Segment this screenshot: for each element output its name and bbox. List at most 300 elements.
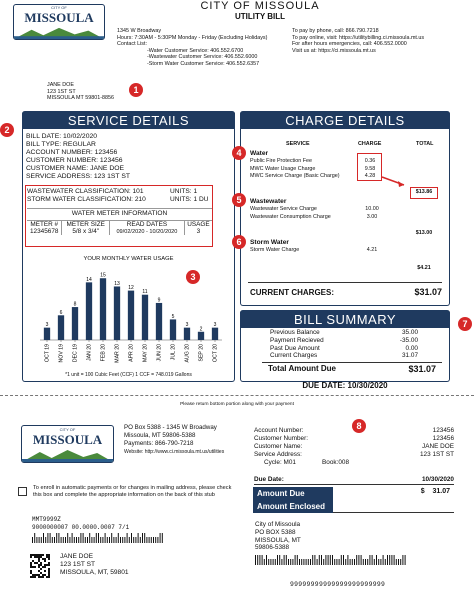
- scan-line-2: 9000000007 00.0000.0007 7/1: [32, 524, 130, 531]
- barcode-bar: [363, 559, 364, 565]
- barcode-bar: [354, 559, 355, 565]
- barcode-bar: [350, 559, 351, 565]
- summary-total-row: [262, 362, 442, 374]
- qr-module: [40, 568, 42, 570]
- barcode-bar: [347, 555, 348, 565]
- stub-due-value: 10/30/2020: [422, 476, 454, 483]
- bar-value-label: 5: [171, 313, 175, 320]
- qr-module: [30, 570, 32, 572]
- wastewater-label: Wastewater: [250, 198, 287, 205]
- barcode-bar: [39, 537, 40, 543]
- total-due-value: $31.07: [408, 364, 436, 374]
- qr-module: [34, 556, 36, 558]
- usage-bar: [44, 328, 50, 340]
- wastewater-item: [250, 214, 440, 222]
- barcode-bar: [270, 559, 271, 565]
- barcode-bar: [374, 559, 375, 565]
- qr-module: [48, 568, 50, 570]
- qr-module: [34, 554, 36, 556]
- wastewater-item-charge: 3.00: [366, 213, 378, 220]
- wastewater-item-name: Wastewater Consumption Charge: [250, 213, 331, 220]
- storm-item: [250, 247, 440, 255]
- qr-module: [46, 576, 48, 578]
- col-service: SERVICE: [286, 141, 310, 147]
- stub-address: [124, 424, 224, 456]
- storm-class: STORM WATER CLASSIFICATION: 210: [27, 196, 146, 203]
- barcode-bar: [58, 533, 59, 543]
- summary-label: Previous Balance: [270, 329, 320, 336]
- marker-4: 4: [232, 146, 246, 160]
- bar-value-label: 2: [199, 326, 203, 333]
- barcode-bar: [288, 559, 289, 565]
- barcode-bar: [277, 555, 278, 565]
- logo-sub: CITY OF: [51, 5, 67, 10]
- qr-module: [36, 562, 38, 564]
- payment-info: [292, 28, 470, 54]
- barcode-bar: [328, 555, 329, 565]
- qr-module: [40, 556, 42, 558]
- barcode-bar: [323, 559, 324, 565]
- qr-module: [44, 560, 46, 562]
- barcode-bar: [36, 537, 37, 543]
- office-hours: Hours: 7:30AM - 5:30PM Monday - Friday (Excluding Holidays): [117, 34, 268, 41]
- x-tick-label: JAN 20: [86, 344, 93, 362]
- qr-module: [30, 556, 32, 558]
- wastewater-item-name: Wastewater Service Charge: [250, 206, 317, 212]
- qr-module: [36, 554, 38, 556]
- col-total: TOTAL: [416, 141, 434, 147]
- barcode-bar: [336, 559, 337, 565]
- barcode-bar: [394, 555, 395, 565]
- bar-value-label: 12: [128, 285, 134, 292]
- barcode-bar: [292, 559, 293, 565]
- barcode-bar: [330, 555, 331, 565]
- col-charge: CHARGE: [358, 141, 382, 147]
- barcode-bar: [358, 555, 359, 565]
- barcode-bar: [157, 537, 158, 543]
- qr-module: [36, 556, 38, 558]
- stub-field: [254, 427, 454, 435]
- bill-type-title: UTILITY BILL: [234, 12, 286, 21]
- x-tick-label: MAY 20: [142, 344, 149, 362]
- barcode-bar: [54, 537, 55, 543]
- barcode-bar: [65, 537, 66, 543]
- account-number: ACCOUNT NUMBER: 123456: [26, 149, 118, 156]
- wastewater-class: WASTEWATER CLASSIFICATION: 101: [27, 188, 144, 195]
- barcode-bar: [262, 555, 263, 565]
- usage-bar: [100, 278, 106, 340]
- barcode-bar: [116, 537, 117, 543]
- barcode-bar: [61, 537, 62, 543]
- stub-logo-word: MISSOULA: [32, 431, 103, 447]
- usage-bar: [184, 328, 190, 340]
- barcode-bar: [400, 559, 401, 565]
- barcode-bar: [102, 537, 103, 543]
- barcode-bar: [279, 555, 280, 565]
- qr-module: [48, 558, 50, 560]
- barcode-bar: [72, 533, 73, 543]
- contact-label: Contact List:: [117, 41, 147, 48]
- wastewater-item: [250, 206, 440, 214]
- stub-field-label: Service Address:: [254, 451, 302, 458]
- qr-module: [44, 566, 46, 568]
- water-item: [250, 166, 440, 174]
- qr-module: [40, 564, 42, 566]
- barcode-bar: [369, 555, 370, 565]
- barcode-bar: [78, 537, 79, 543]
- qr-module: [30, 562, 32, 564]
- amount-enclosed-label: Amount Enclosed: [253, 500, 333, 513]
- water-item-name: Public Fire Protection Fee: [250, 158, 313, 164]
- bar-value-label: 3: [213, 322, 217, 329]
- logo-word: MISSOULA: [24, 10, 94, 25]
- stub-address-line: Payments: 866-790-7218: [124, 440, 194, 447]
- summary-title: BILL SUMMARY: [293, 311, 397, 327]
- qr-module: [48, 570, 50, 572]
- barcode-bar: [295, 555, 296, 565]
- qr-module: [38, 560, 40, 562]
- qr-module: [48, 564, 50, 566]
- office-info: [117, 28, 282, 68]
- storm-label: Storm Water: [250, 239, 289, 246]
- barcode-bar: [385, 559, 386, 565]
- barcode-bar: [356, 555, 357, 565]
- bar-value-label: 9: [157, 297, 161, 304]
- x-tick-label: OCT 20: [212, 344, 219, 363]
- service-address: SERVICE ADDRESS: 123 1ST ST: [26, 173, 131, 180]
- qr-module: [48, 576, 50, 578]
- water-total: $13.86: [415, 189, 433, 195]
- amount-enclosed-input[interactable]: [333, 500, 454, 513]
- usage-bar: [128, 291, 134, 340]
- bill-date: BILL DATE: 10/02/2020: [26, 133, 98, 140]
- barcode-bar: [391, 555, 392, 565]
- customer-city: MISSOULA MT 59801-8856: [47, 95, 115, 102]
- barcode-bar: [120, 537, 121, 543]
- due-date: DUE DATE: 10/30/2020: [302, 381, 388, 390]
- qr-module: [42, 574, 44, 576]
- water-item-charge: 9.58: [364, 165, 376, 172]
- barcode-bar: [275, 559, 276, 565]
- barcode-bar: [297, 555, 298, 565]
- qr-module: [34, 574, 36, 576]
- barcode-bar: [98, 533, 99, 543]
- barcode-bar: [146, 537, 147, 543]
- x-tick-label: AUG 20: [184, 344, 191, 363]
- barcode-bar: [131, 533, 132, 543]
- barcode-bar: [43, 533, 44, 543]
- summary-value: 31.07: [402, 352, 418, 360]
- qr-module: [32, 574, 34, 576]
- return-note: Please return bottom portion along with your payment: [180, 402, 294, 407]
- stub-address-line: PO Box 5388 - 1345 W Broadway: [124, 424, 217, 431]
- barcode-bar: [52, 537, 53, 543]
- qr-module: [34, 576, 36, 578]
- summary-value: 35.00: [402, 329, 418, 336]
- bar-value-label: 3: [185, 322, 189, 329]
- bar-value-label: 14: [86, 276, 92, 283]
- remit-line: PO BOX 5388: [255, 528, 296, 536]
- qr-module: [42, 554, 44, 556]
- barcode-bar: [105, 533, 106, 543]
- qr-module: [34, 566, 36, 568]
- usage-bar: [142, 295, 148, 340]
- pay-online[interactable]: To pay online, visit: https://utilitybilling.ci.missoula.mt.us: [292, 34, 425, 41]
- barcode-bar: [89, 533, 90, 543]
- usage-bar: [212, 328, 218, 340]
- barcode-bar: [144, 533, 145, 543]
- usage-bar: [114, 286, 120, 340]
- barcode-bar: [378, 559, 379, 565]
- meter-header-row: [27, 221, 212, 229]
- qr-module: [40, 576, 42, 578]
- qr-module: [38, 570, 40, 572]
- mountain-graphic: [14, 26, 104, 39]
- barcode-bar: [91, 537, 92, 543]
- barcode-bar: [85, 537, 86, 543]
- stub-mountain-graphic: [22, 448, 113, 462]
- marker-6: 6: [232, 235, 246, 249]
- barcode-bar: [129, 537, 130, 543]
- marker-8: 8: [352, 419, 366, 433]
- barcode-bar: [155, 537, 156, 543]
- charge-col-headers: [250, 141, 440, 148]
- barcode-bar: [343, 555, 344, 565]
- barcode-bar: [96, 533, 97, 543]
- barcode-bar: [268, 559, 269, 565]
- barcode-bar: [266, 555, 267, 565]
- barcode-bar: [67, 533, 68, 543]
- mail-address: [60, 553, 129, 577]
- water-item-charge: 0.36: [364, 158, 376, 164]
- usage-bar: [58, 315, 64, 340]
- stub-book: Book:008: [322, 459, 350, 466]
- current-charges-value: $31.07: [414, 287, 442, 297]
- customer-address: [47, 82, 114, 102]
- x-tick-label: OCT 19: [44, 344, 51, 363]
- barcode-bar: [321, 555, 322, 565]
- usage-bar: [72, 307, 78, 340]
- qr-module: [38, 554, 40, 556]
- stub-field: [254, 443, 454, 451]
- contact-wastewater: -Wastewater Customer Service: 406.552.6000: [147, 54, 258, 61]
- qr-module: [34, 562, 36, 564]
- barcode-bar: [361, 555, 362, 565]
- barcode-bar: [151, 537, 152, 543]
- barcode-bar: [113, 537, 114, 543]
- meter-col-dates: READ DATES: [110, 221, 185, 229]
- summary-row: [270, 345, 418, 353]
- meter-usage: 3: [196, 228, 201, 235]
- mail-city: MISSOULA, MT, 59801: [60, 569, 129, 576]
- customer-name: JANE DOE: [47, 82, 74, 88]
- qr-module: [32, 554, 34, 556]
- barcode-bar: [389, 555, 390, 565]
- current-charges-label: CURRENT CHARGES:: [250, 288, 334, 297]
- stub-website[interactable]: Website: http://www.ci.missoula.mt.us/utilities: [124, 449, 225, 455]
- qr-module: [48, 554, 50, 556]
- qr-module: [38, 556, 40, 558]
- stub-field-value: 123456: [432, 427, 454, 434]
- marker-5: 5: [232, 193, 246, 207]
- service-header: [22, 111, 235, 129]
- barcode-bar: [76, 537, 77, 543]
- remit-line: MISSOULA, MT: [255, 536, 301, 544]
- summary-row: [270, 329, 418, 337]
- bar-value-label: 11: [142, 289, 148, 296]
- qr-module: [44, 564, 46, 566]
- marker-1: 1: [129, 83, 143, 97]
- summary-value: 0.00: [405, 344, 418, 352]
- storm-class-row: [27, 196, 212, 204]
- charge-header: [240, 111, 450, 129]
- barcode-bar: [124, 537, 125, 543]
- office-address: 1345 W Broadway: [117, 28, 162, 34]
- barcode-bar: [83, 533, 84, 543]
- stub-cycle: Cycle: M01: [264, 459, 296, 466]
- barcode-bar: [341, 555, 342, 565]
- barcode-bar: [80, 533, 81, 543]
- bill-type: BILL TYPE: REGULAR: [26, 141, 96, 148]
- barcode-bar: [56, 533, 57, 543]
- x-tick-label: JUN 20: [156, 344, 163, 362]
- barcode-bar: [94, 537, 95, 543]
- x-tick-label: JUL 20: [170, 344, 177, 361]
- qr-module: [48, 574, 50, 576]
- bar-value-label: 6: [59, 309, 63, 316]
- barcode-bar: [50, 533, 51, 543]
- barcode-bar: [332, 555, 333, 565]
- city-title: CITY OF MISSOULA: [200, 0, 320, 12]
- qr-module: [46, 556, 48, 558]
- water-label: Water: [250, 150, 269, 157]
- scan-line-1: MMT9999Z: [32, 516, 61, 523]
- barcode-bar: [376, 555, 377, 565]
- usage-chart-title: YOUR MONTHLY WATER USAGE: [83, 256, 174, 262]
- qr-module: [32, 566, 34, 568]
- barcode-bar: [312, 555, 313, 565]
- qr-module: [44, 558, 46, 560]
- x-tick-label: APR 20: [128, 344, 135, 362]
- barcode-bar: [264, 559, 265, 565]
- autopay-checkbox[interactable]: [18, 487, 27, 496]
- barcode-bar: [138, 533, 139, 543]
- ocr-line: 99999999999999999999999: [290, 581, 386, 588]
- meter-number: 12345678: [27, 228, 62, 235]
- summary-row: [270, 352, 418, 360]
- stub-cycle-row: [254, 459, 454, 467]
- summary-rows: [270, 329, 418, 360]
- barcode-bar: [387, 555, 388, 565]
- storm-item-charge: 4.21: [366, 247, 378, 253]
- barcode-bar: [47, 533, 48, 543]
- meter-col-number: METER #: [27, 221, 62, 229]
- amount-due-value: $ 31.07: [420, 488, 450, 495]
- barcode-bar: [299, 559, 300, 565]
- stub-logo: [21, 425, 114, 463]
- meter-size: 5/8 x 3/4": [62, 228, 110, 235]
- marker-7: 7: [458, 317, 472, 331]
- stub-field-value: 123456: [432, 435, 454, 442]
- barcode-bar: [135, 537, 136, 543]
- summary-label: Past Due Amount: [270, 344, 320, 352]
- stub-logo-sub: CITY OF: [59, 426, 76, 432]
- service-lines: [26, 133, 130, 181]
- barcode-bar: [398, 559, 399, 565]
- city-website[interactable]: Visit us at: https://ci.missoula.mt.us: [292, 47, 376, 54]
- usage-footnote: *1 unit = 100 Cubic Feet (CCF) 1 CCF = 748.019 Gallons: [65, 372, 192, 378]
- qr-module: [40, 572, 42, 574]
- total-due-label: Total Amount Due: [268, 364, 336, 373]
- qr-module: [38, 564, 40, 566]
- barcode-bar: [372, 555, 373, 565]
- barcode-bar: [405, 555, 406, 565]
- barcode-bar: [142, 533, 143, 543]
- emergency-phone: For after hours emergencies, call: 406.552.0000: [292, 41, 407, 48]
- water-charge-box: [357, 153, 382, 181]
- charge-title: CHARGE DETAILS: [285, 112, 405, 128]
- summary-value: -35.00: [399, 336, 418, 344]
- qr-module: [32, 560, 34, 562]
- wastewater-class-row: [27, 188, 212, 196]
- mail-street: 123 1ST ST: [60, 561, 96, 568]
- contact-water: -Water Customer Service: 406.552.6700: [147, 47, 244, 54]
- barcode-bar: [314, 555, 315, 565]
- barcode-bar: [334, 559, 335, 565]
- stub-address-line: Missoula, MT 59806-5388: [124, 432, 196, 439]
- stub-due-row: [254, 476, 454, 485]
- pay-phone: To pay by phone, call: 866.790.7218: [292, 28, 379, 34]
- qr-module: [38, 574, 40, 576]
- barcode-bar: [273, 559, 274, 565]
- barcode-bar: [303, 559, 304, 565]
- barcode-bar: [317, 559, 318, 565]
- bar-value-label: 3: [45, 322, 49, 329]
- qr-module: [30, 554, 32, 556]
- barcode-bar: [111, 533, 112, 543]
- service-title: SERVICE DETAILS: [67, 112, 190, 128]
- remit-address: [255, 521, 301, 552]
- remit-line: 59806-5388: [255, 544, 290, 552]
- wastewater-units: UNITS: 1: [170, 188, 198, 195]
- stub-field-label: Account Number:: [254, 427, 304, 434]
- barcode-bar: [281, 559, 282, 565]
- barcode-bar: [380, 559, 381, 565]
- barcode-bar: [149, 537, 150, 543]
- qr-module: [30, 576, 32, 578]
- customer-street: 123 1ST ST: [47, 88, 76, 95]
- usage-chart: [22, 262, 235, 374]
- stub-due-label: Due Date:: [254, 476, 284, 483]
- wastewater-total: $13.00: [415, 230, 433, 236]
- barcode-bar: [133, 537, 134, 543]
- barcode-bar: [32, 537, 33, 543]
- usage-bar: [198, 332, 204, 340]
- amount-due-label: Amount Due: [253, 487, 333, 500]
- qr-module: [48, 572, 50, 574]
- postal-barcode-1: [32, 533, 212, 543]
- summary-row: [270, 337, 418, 345]
- barcode-bar: [45, 537, 46, 543]
- x-tick-label: DEC 19: [72, 344, 79, 363]
- barcode-bar: [396, 559, 397, 565]
- barcode-bar: [153, 537, 154, 543]
- water-item-name: MWC Service Charge (Basic Charge): [250, 173, 340, 180]
- barcode-bar: [319, 555, 320, 565]
- qr-module: [48, 562, 50, 564]
- barcode-bar: [109, 537, 110, 543]
- barcode-bar: [100, 537, 101, 543]
